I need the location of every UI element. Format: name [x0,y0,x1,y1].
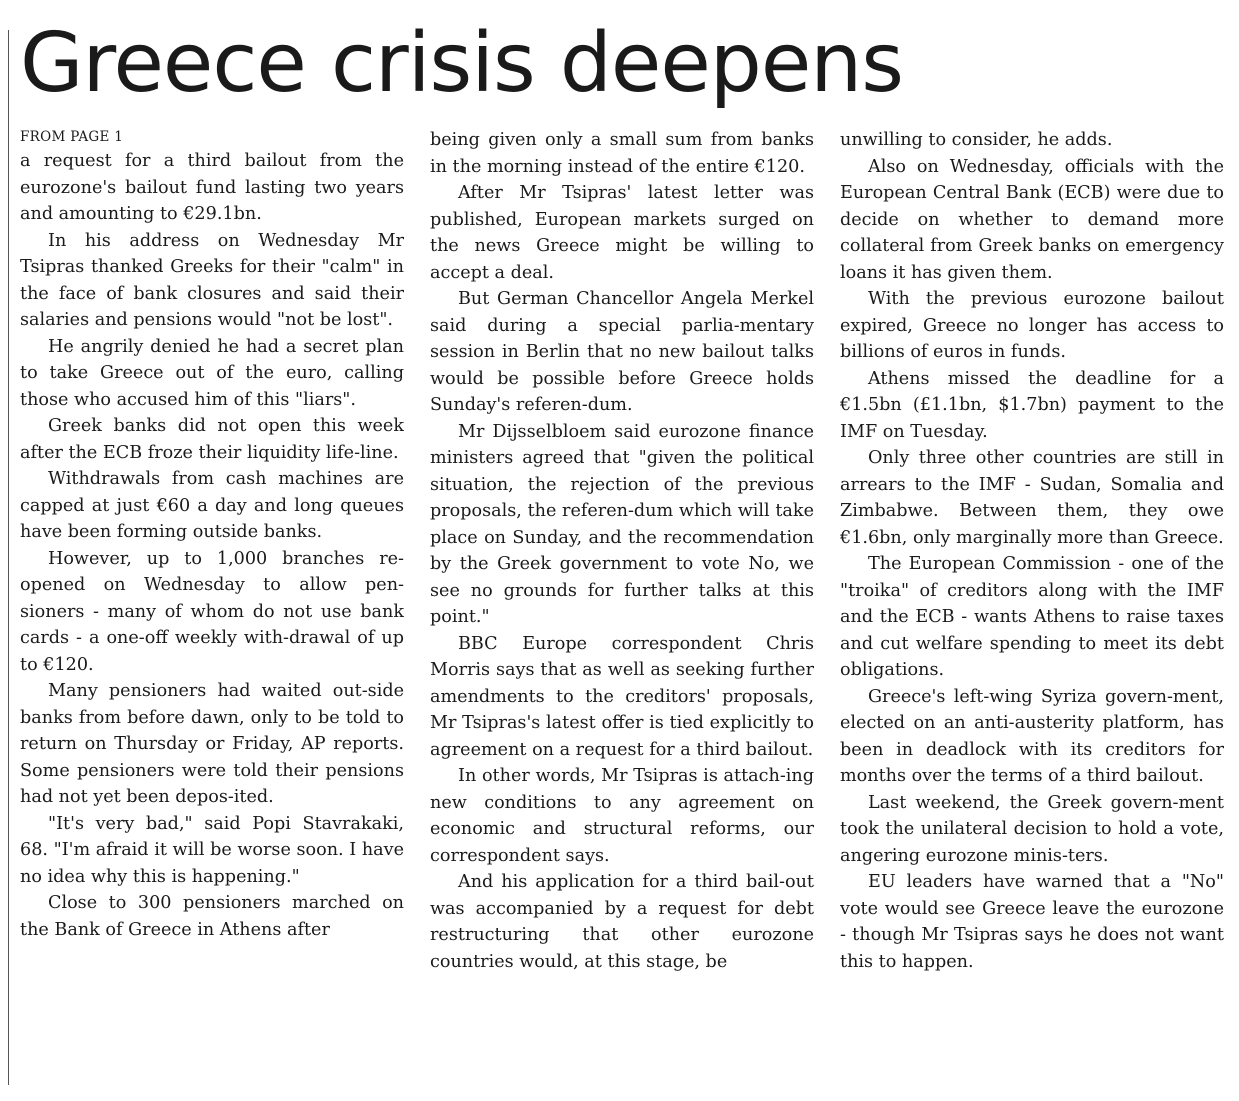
paragraph: a request for a third bailout from the eurozone's bailout fund lasting two years and amounting to €29.1bn. [20,151,404,224]
headline: Greece crisis deepens [20,16,903,111]
paragraph: With the previous eurozone bailout expired, Greece no longer has access to billions of euros in funds. [840,289,1224,362]
paragraph: And his application for a third bail-out was accompanied by a request for debt restructuring that other eurozone countries would, at this stage, be [430,872,814,972]
paragraph: But German Chancellor Angela Merkel said during a special parlia-mentary session in Berlin that no new bailout talks would be possible before Greece holds Sunday's referen-dum. [430,289,814,415]
paragraph: Only three other countries are still in arrears to the IMF - Sudan, Somalia and Zimbabwe. Between them, they owe €1.6bn, only marginally more than Greece. [840,448,1224,548]
article-column-3 [840,127,1224,1085]
paragraph: being given only a small sum from banks in the morning instead of the entire €120. [430,130,814,177]
paragraph: unwilling to consider, he adds. [840,130,1113,150]
paragraph: "It's very bad," said Popi Stavrakaki, 68. "I'm afraid it will be worse soon. I have no idea why this is happening." [20,813,404,887]
paragraph: Many pensioners had waited out-side banks from before dawn, only to be told to return on Thursday or Friday, AP reports. Some pensioners were told their pensions had not yet been depos-ited. [20,681,404,807]
paragraph: In other words, Mr Tsipras is attach-ing new conditions to any agreement on economic and structural reforms, our correspondent says. [430,766,814,866]
paragraph: Close to 300 pensioners marched on the Bank of Greece in Athens after [20,893,404,940]
paragraph: Also on Wednesday, officials with the European Central Bank (ECB) were due to decide on whether to demand more collateral from Greek banks on emergency loans it has given them. [840,156,1224,283]
paragraph: After Mr Tsipras' latest letter was published, European markets surged on the news Greece might be willing to accept a deal. [430,183,814,283]
paragraph: Athens missed the deadline for a €1.5bn (£1.1bn, $1.7bn) payment to the IMF on Tuesday. [840,368,1224,442]
paragraph: Greek banks did not open this week after the ECB froze their liquidity life-line. [20,416,404,463]
paragraph: Withdrawals from cash machines are capped at just €60 a day and long queues have been forming outside banks. [20,469,404,542]
paragraph: Last weekend, the Greek govern-ment took the unilateral decision to hold a vote, angering eurozone minis-ters. [840,792,1224,866]
article-column-2 [430,127,814,1085]
kicker-from-page: FROM PAGE 1 [20,129,124,145]
paragraph: However, up to 1,000 branches re-opened on Wednesday to allow pen-sioners - many of whom do not use bank cards - a one-off weekly with-drawal of up to €120. [20,548,404,675]
column-rule-left [8,30,9,1085]
paragraph: EU leaders have warned that a "No" vote would see Greece leave the eurozone - though Mr Tsipras says he does not want this to happen. [840,872,1224,972]
paragraph: Greece's left-wing Syriza govern-ment, elected on an anti-austerity platform, has been in deadlock with its creditors for months over the terms of a third bailout. [840,686,1224,786]
paragraph: BBC Europe correspondent Chris Morris says that as well as seeking further amendments to the creditors' proposals, Mr Tsipras's latest offer is tied explicitly to agreement on a request for a third bailout. [430,633,814,760]
paragraph: Mr Dijsselbloem said eurozone finance ministers agreed that "given the political situation, the rejection of the previous proposals, the referen-dum which will take place on Sunday, and the recommendation by the Greek government to vote No, we see no grounds for further talks at this point." [430,421,814,627]
paragraph: In his address on Wednesday Mr Tsipras thanked Greeks for their "calm" in the face of bank closures and said their salaries and pensions would "not be lost". [20,230,404,330]
paragraph: The European Commission - one of the "troika" of creditors along with the IMF and the ECB - wants Athens to raise taxes and cut welfare spending to meet its debt obligations. [840,554,1224,680]
article-body [20,127,1225,1085]
paragraph: He angrily denied he had a secret plan to take Greece out of the euro, calling those who accused him of this "liars". [20,336,404,410]
article-column-1 [20,127,404,1085]
